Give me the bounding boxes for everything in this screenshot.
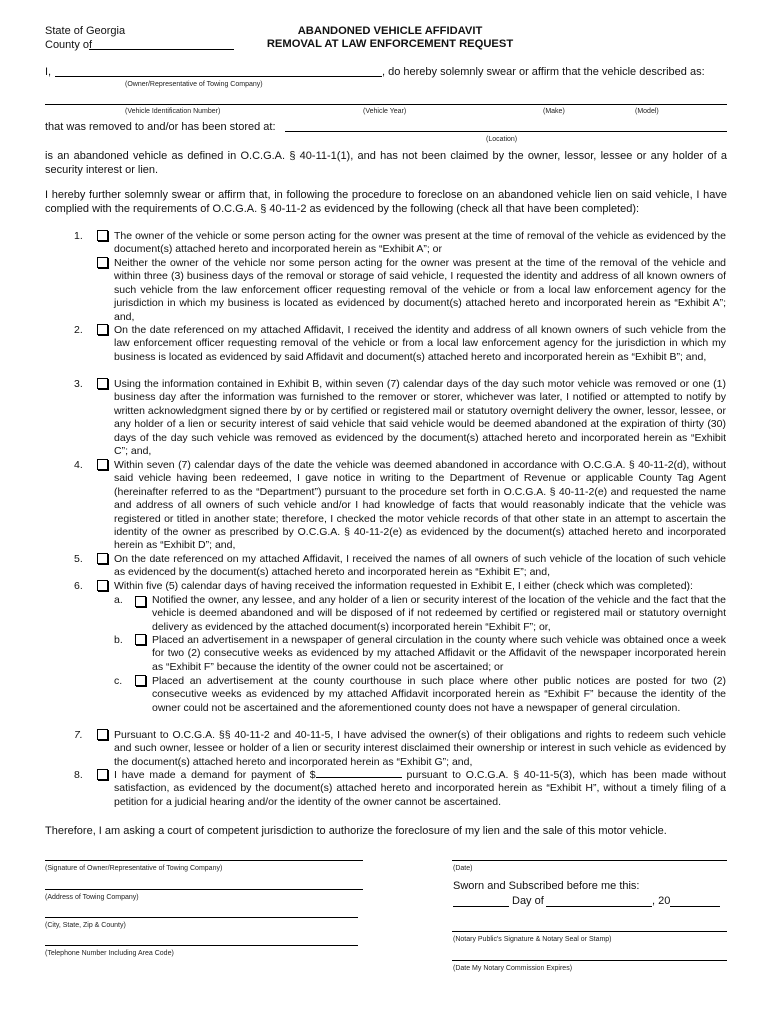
sworn-year-field[interactable] [670, 906, 720, 907]
form-title-line2: REMOVAL AT LAW ENFORCEMENT REQUEST [266, 38, 514, 50]
checkbox-6c[interactable] [135, 675, 146, 686]
item-1a-text: The owner of the vehicle or some person acting for the owner was present at the time of removal of the vehicle as evidenced by the document(s) attached hereto and incorporated herein as “Exhibit A”; or [114, 230, 726, 256]
item-7-text: Pursuant to O.C.G.A. §§ 40-11-2 and 40-11-5, I have advised the owner(s) of their obligations and rights to redeem such vehicle and such owner, lessee or holder of a lien or security interest disclaimed their ownership or interest in such vehicle as evidenced by the document(s) attached hereto and incorporated herein as “Exhibit G”; and, [114, 729, 726, 768]
item-8-text-pre: I have made a demand for payment of $ [114, 769, 316, 781]
location-field[interactable] [285, 131, 727, 132]
item-6a-letter: a. [114, 594, 123, 606]
location-caption: (Location) [486, 136, 518, 143]
vin-caption: (Vehicle Identification Number) [125, 108, 221, 115]
item-8-text-post: pursuant to O.C.G.A. § 40-11-5(3), which has been made without satisfaction, as evidenced by the document(s) attached hereto and incorporated herein as “Exhibit H”, without a timely filing of a petition for a judicial hearing and/or the identity of the owner cannot be ascertained. [114, 769, 726, 808]
model-caption: (Model) [635, 108, 659, 115]
item-number-6: 6. [74, 580, 83, 592]
item-6b-text: Placed an advertisement in a newspaper of general circulation in the county where such vehicle was obtained once a week for two (2) consecutive weeks as evidenced by my attached Affidavit or the Affidavit of the newspaper incorporated herein as “Exhibit F” because the identity of the owner could not be ascertained; or [152, 634, 726, 673]
i-label: I, [45, 66, 52, 78]
item-6c-text: Placed an advertisement at the county courthouse in such place where other public notices are posted for two (2) consecutive weeks as evidenced by my attached Affidavit incorporated herein as “Exhibit F” because the identity of the owner could not be ascertained and the aforementioned county does not have a newspaper of general circulation. [152, 675, 726, 714]
city-caption: (City, State, Zip & County) [45, 922, 126, 929]
payment-amount-field[interactable] [316, 777, 402, 778]
address-field[interactable] [45, 889, 363, 890]
address-caption: (Address of Towing Company) [45, 894, 139, 901]
checkbox-6[interactable] [97, 580, 108, 591]
checkbox-6a[interactable] [135, 596, 146, 607]
item-6a-text: Notified the owner, any lessee, and any holder of a lien or security interest of the location of the vehicle and the fact that the vehicle is deemed abandoned and will be disposed of if not redeemed by certified or registered mail or statutory overnight delivery as evidenced by the attached document(s) incorporated herein “Exhibit F”; or, [152, 594, 726, 633]
checkbox-7[interactable] [97, 729, 108, 740]
item-8-text [114, 769, 726, 809]
vehicle-description-field[interactable] [45, 104, 727, 105]
city-field[interactable] [45, 917, 358, 918]
year-caption: (Vehicle Year) [363, 108, 407, 115]
make-caption: (Make) [543, 108, 565, 115]
signature-caption: (Signature of Owner/Representative of Towing Company) [45, 865, 223, 872]
commission-caption: (Date My Notary Commission Expires) [453, 965, 573, 972]
county-label: County of [45, 39, 93, 51]
item-3-text: Using the information contained in Exhibit B, within seven (7) calendar days of the day such motor vehicle was removed or one (1) business day after the information was furnished to the remover or storer, whichever was later, I notified or attempted to notify by written acknowledgment signed there by or by certified or registered mail or statutory overnight delivery the owner, lessor, lessee, or any holder of a lien or security interest of said vehicle that said vehicle would be deemed abandoned at the expiration of thirty (30) days of the day such vehicle was removed as evidenced by the document(s) attached hereto and incorporated herein as “Exhibit C”; and, [114, 378, 726, 458]
checkbox-1b[interactable] [97, 257, 108, 268]
item-number-2: 2. [74, 324, 83, 336]
stored-text: that was removed to and/or has been stored at: [45, 121, 276, 133]
checkbox-8[interactable] [97, 769, 108, 780]
owner-caption: (Owner/Representative of Towing Company) [125, 81, 263, 88]
item-6c-letter: c. [114, 675, 123, 687]
commission-field[interactable] [452, 960, 727, 961]
form-title-line1: ABANDONED VEHICLE AFFIDAVIT [297, 25, 483, 37]
notary-caption: (Notary Public's Signature & Notary Seal or Stamp) [453, 936, 612, 943]
checkbox-4[interactable] [97, 459, 108, 470]
signature-field[interactable] [45, 860, 363, 861]
item-4-text: Within seven (7) calendar days of the date the vehicle was deemed abandoned in accordance with O.C.G.A. § 40-11-2(d), without said vehicle having been redeemed, I gave notice in writing to the Department of Revenue or applicable County Tag Agent (hereinafter referred to as the “Department”) pursuant to the procedure set forth in O.C.G.A. § 40-11-2(e) and requested the name and address of all owners of such vehicle and/or I had knowledge of facts that would reasonably indicate that the vehicle was registered or titled in another state; therefore, I checked the motor vehicle records of that other state in an attempt to ascertain the identity of the owner as prescribed by O.C.G.A. § 40-11-2(e) as evidenced by the document(s) attached hereto and incorporated herein as “Exhibit D”; and, [114, 459, 726, 552]
further-paragraph: I hereby further solemnly swear or affirm that, in following the procedure to foreclose on an abandoned vehicle lien on said vehicle, I have complied with the requirements of O.C.G.A. § 40-11-2 as evidenced by the following (check all that have been completed): [45, 189, 727, 215]
item-number-8: 8. [74, 769, 83, 781]
checkbox-2[interactable] [97, 324, 108, 335]
item-5-text: On the date referenced on my attached Affidavit, I received the names of all owners of such vehicle of the location of such vehicle as evidenced by the document(s) attached hereto and incorporated herein as “Exhibit E”; and, [114, 553, 726, 579]
item-number-4: 4. [74, 459, 83, 471]
form-title [250, 25, 530, 51]
closing-paragraph: Therefore, I am asking a court of competent jurisdiction to authorize the foreclosure of my lien and the sale of this motor vehicle. [45, 825, 667, 837]
item-number-3: 3. [74, 378, 83, 390]
notary-signature-field[interactable] [452, 931, 727, 932]
county-field[interactable] [89, 49, 234, 50]
state-label: State of Georgia [45, 25, 126, 37]
day-of-label: Day of [512, 895, 544, 907]
item-number-5: 5. [74, 553, 83, 565]
phone-caption: (Telephone Number Including Area Code) [45, 950, 174, 957]
phone-field[interactable] [45, 945, 358, 946]
item-1b-text: Neither the owner of the vehicle nor some person acting for the owner was present at the time of the removal of the vehicle and within three (3) business days of the removal or storage of said vehicle, I requested the identity and address of all known owners of such vehicle from the law enforcement officer requesting removal of the vehicle or from a local law enforcement agency for the jurisdiction in which my business is located as evidenced by document(s) attached hereto and incorporated herein as “Exhibit A”; and, [114, 257, 726, 323]
owner-name-field[interactable] [55, 76, 382, 77]
item-2-text: On the date referenced on my attached Affidavit, I received the identity and address of all known owners of such vehicle from the law enforcement officer requesting removal of the vehicle or from a local law enforcement agency for the jurisdiction in which my business is located as evidenced by said Affidavit and document(s) attached hereto and incorporated herein as “Exhibit B”; and, [114, 324, 726, 363]
sworn-text: Sworn and Subscribed before me this: [453, 880, 640, 892]
item-number-1: 1. [74, 230, 83, 242]
item-number-7: 7. [74, 729, 83, 741]
abandoned-paragraph: is an abandoned vehicle as defined in O.C.G.A. § 40-11-1(1), and has not been claimed by the owner, lessor, lessee or any holder of a security interest or lien. [45, 150, 727, 176]
sworn-day-field[interactable] [453, 906, 509, 907]
checkbox-5[interactable] [97, 553, 108, 564]
date-field[interactable] [452, 860, 727, 861]
checkbox-1a[interactable] [97, 230, 108, 241]
item-6-text: Within five (5) calendar days of having received the information requested in Exhibit E, I either (check which was completed): [114, 580, 693, 592]
item-6b-letter: b. [114, 634, 123, 646]
checkbox-3[interactable] [97, 378, 108, 389]
date-caption: (Date) [453, 865, 473, 872]
sworn-month-field[interactable] [546, 906, 652, 907]
swear-text: , do hereby solemnly swear or affirm that the vehicle described as: [382, 66, 705, 78]
checkbox-6b[interactable] [135, 634, 146, 645]
year-prefix-label: , 20 [652, 895, 671, 907]
